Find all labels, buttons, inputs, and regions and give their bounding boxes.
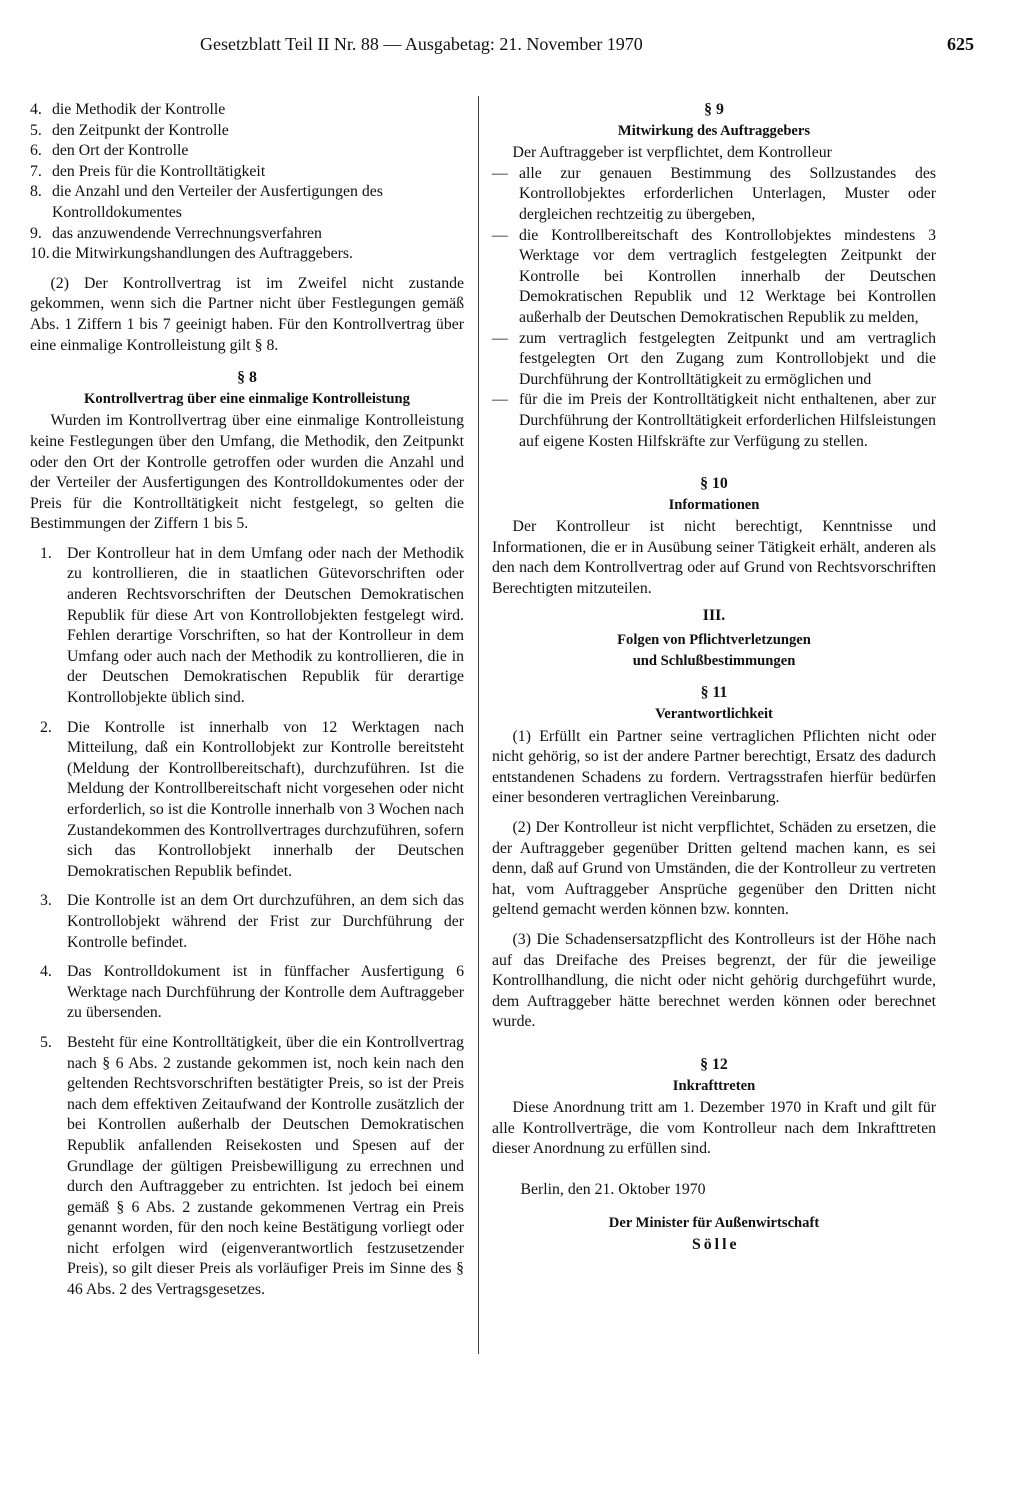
- section-11-number: § 11: [700, 684, 728, 702]
- section-9-title: Mitwirkung des Auftraggebers: [617, 122, 811, 139]
- list-item: [30, 544, 464, 709]
- page-number: 625: [947, 34, 974, 54]
- header-title: Gesetzblatt Teil II Nr. 88 — Ausgabetag: 21. November 1970: [200, 34, 643, 54]
- item-text: Besteht für eine Kontrolltätigkeit, über die ein Kontrollvertrag nach § 6 Abs. 2 zustande gekommen ist, noch kein nach den geltenden Rechtsvorschriften bestätigter Preis, so ist der Preis nach dem effektiven Zeitaufwand der Kontrolle zusätzlich der bei Kontrollen außerhalb der Deutschen Demokratischen Republik anfallenden Reisekosten und Spesen auf der Grundlage der gültigen Preisbewilligung zu errechnen und durch den Auftraggeber zu entrichten. Ist jedoch bei einem gemäß § 6 Abs. 2 zustande gekommenen Vertrag ein Preis genannt worden, für den noch keine Bestätigung vorliegt oder nicht erfolgen wird (eigenverantwortlich festzusetzender Preis), so gilt dieser Preis als vorläufiger Preis im Sinne des § 46 Abs. 2 des Vertragsgesetzes.: [67, 1033, 464, 1299]
- dash-marker: —: [492, 226, 508, 244]
- section-10-title: Informationen: [668, 496, 760, 513]
- item-number: 5.: [40, 1033, 52, 1051]
- list-item: [30, 718, 464, 883]
- chapter-title-line-1: Folgen von Pflichtverletzungen: [617, 632, 811, 649]
- section-8-title: Kontrollvertrag über eine einmalige Kontrolleistung: [84, 390, 410, 407]
- item-text: die Kontrollbereitschaft des Kontrollobjektes mindestens 3 Werktage vor dem vertraglich festgelegten Zeitpunkt der Kontrolle bei Kontrollen innerhalb der Deutschen Demokratischen Republik und 12 Werktage bei Kontrollen außerhalb der Deutschen Demokratischen Republik zu melden,: [519, 226, 936, 326]
- item-number: 10.: [30, 245, 50, 263]
- list-item: [30, 141, 464, 162]
- place-and-date: Berlin, den 21. Oktober 1970: [520, 1180, 706, 1198]
- item-text: alle zur genauen Bestimmung des Sollzustandes des Kontrollobjektes erforderlichen Unterlagen, Muster oder dergleichen rechtzeitig zu übergeben,: [519, 164, 936, 223]
- section-11-paragraph-3: (3) Die Schadensersatzpflicht des Kontrolleurs ist der Höhe nach auf das Dreifache des Preises begrenzt, der für die jeweilige Kontrollhandlung, die nicht oder nicht gehörig durchgeführt wurde, dem Auftraggeber hätte berechnet werden können oder berechnet wurde.: [492, 930, 936, 1031]
- continuation-list: [30, 100, 464, 265]
- dash-marker: —: [492, 391, 508, 409]
- item-number: 5.: [30, 121, 42, 139]
- list-item: [30, 244, 464, 265]
- item-text: Das Kontrolldokument ist in fünffacher Ausfertigung 6 Werktage nach Durchführung der Kontrolle dem Auftraggeber zu übersenden.: [67, 963, 464, 1022]
- item-number: 6.: [30, 142, 42, 160]
- item-text: Die Kontrolle ist innerhalb von 12 Werktagen nach Mitteilung, daß ein Kontrollobjekt zur Kontrolle bereitsteht (Meldung der Kontrollbereitschaft), durchzuführen. Ist die Meldung der Kontrollbereitschaft nicht vorgesehen oder nicht erforderlich, so ist die Kontrolle innerhalb von 3 Wochen nach Zustandekommen des Kontrollvertrages durchzuführen, sofern sich das Kontrollobjekt innerhalb der Deutschen Demokratischen Republik befindet.: [67, 718, 464, 880]
- paragraph-2: (2) Der Kontrollvertrag ist im Zweifel nicht zustande gekommen, wenn sich die Partner nicht über Festlegungen gemäß Abs. 1 Ziffern 1 bis 7 geeinigt haben. Für den Kontrollvertrag über eine einmalige Kontrolleistung gilt § 8.: [30, 274, 464, 354]
- section-12-title: Inkrafttreten: [672, 1077, 756, 1094]
- item-text: den Preis für die Kontrolltätigkeit: [52, 162, 266, 180]
- list-item: [30, 1033, 464, 1301]
- item-text: zum vertraglich festgelegten Zeitpunkt und am vertraglich festgelegten Ort den Zugang zum Kontrollobjekt und die Durchführung der Kontrolltätigkeit zu ermöglichen und: [519, 329, 936, 388]
- dash-marker: —: [492, 329, 508, 347]
- section-12-number: § 12: [700, 1055, 728, 1073]
- section-10-text: Der Kontrolleur ist nicht berechtigt, Kenntnisse und Informationen, die er in Ausübung seiner Tätigkeit erhält, anderen als den nach dem Kontrollvertrag oder auf Grund von Rechtsvorschriften Berechtigten mitzuteilen.: [492, 518, 936, 598]
- signer-title: Der Minister für Außenwirtschaft: [608, 1214, 820, 1231]
- item-number: 3.: [40, 892, 52, 910]
- item-number: 8.: [30, 183, 42, 201]
- section-11-title: Verantwortlichkeit: [655, 706, 773, 723]
- section-9-list: [492, 164, 936, 452]
- item-number: 4.: [30, 101, 42, 118]
- list-item: [30, 182, 464, 223]
- signer-name: Sölle: [692, 1236, 740, 1254]
- left-column: [30, 100, 464, 1301]
- section-8-number: § 8: [237, 369, 257, 387]
- list-item: [492, 390, 936, 452]
- section-8-list: [30, 544, 464, 1301]
- column-divider: [478, 96, 479, 1354]
- item-number: 2.: [40, 718, 52, 736]
- item-text: Der Kontrolleur hat in dem Umfang oder nach der Methodik zu kontrollieren, die in staatlichen Gütevorschriften oder anderen Rechtsvorschriften der Deutschen Demokratischen Republik für diese Art von Kontrollobjekten festgelegt wird. Fehlen derartige Vorschriften, so hat der Kontrolleur in dem Umfang oder auch nach der Methodik zu kontrollieren, die in der Deutschen Demokratischen Republik für derartige Kontrollobjekte üblich sind.: [67, 544, 464, 707]
- list-item: [30, 100, 464, 121]
- dash-marker: —: [492, 164, 508, 182]
- page-header: [30, 34, 974, 60]
- item-text: die Anzahl und den Verteiler der Ausfertigungen des Kontrolldokumentes: [52, 183, 383, 221]
- chapter-title-line-2: und Schlußbestimmungen: [632, 652, 796, 669]
- list-item: [30, 121, 464, 142]
- list-item: [30, 162, 464, 183]
- section-9-intro: Der Auftraggeber ist verpflichtet, dem Kontrolleur: [512, 144, 832, 162]
- section-9-number: § 9: [704, 101, 724, 118]
- list-item: [30, 891, 464, 953]
- item-text: den Zeitpunkt der Kontrolle: [52, 121, 229, 139]
- list-item: [30, 962, 464, 1024]
- item-number: 1.: [40, 544, 52, 562]
- item-text: die Methodik der Kontrolle: [52, 101, 226, 118]
- chapter-number: III.: [702, 606, 726, 624]
- list-item: [492, 164, 936, 226]
- section-11-paragraph-1: (1) Erfüllt ein Partner seine vertraglichen Pflichten nicht oder nicht gehörig, so ist der andere Partner berechtigt, Ersatz des dadurch entstandenen Schadens zu fordern. Vertragsstrafen hierfür bedürfen einer besonderen vertraglichen Vereinbarung.: [492, 727, 936, 807]
- list-item: [492, 226, 936, 329]
- item-text: die Mitwirkungshandlungen des Auftraggebers.: [52, 245, 353, 263]
- list-item: [30, 224, 464, 245]
- section-10-number: § 10: [700, 475, 728, 493]
- section-12-text: Diese Anordnung tritt am 1. Dezember 1970 in Kraft und gilt für alle Kontrollverträge, die vom Kontrolleur nach dem Inkrafttreten dieser Anordnung zu erfüllen sind.: [492, 1099, 936, 1158]
- list-item: [492, 329, 936, 391]
- right-column: [492, 100, 936, 1256]
- item-text: Die Kontrolle ist an dem Ort durchzuführen, an dem sich das Kontrollobjekt während der Frist zur Durchführung der Kontrolle befindet.: [67, 892, 464, 951]
- section-11-paragraph-2: (2) Der Kontrolleur ist nicht verpflichtet, Schäden zu ersetzen, die der Auftraggeber gegenüber Dritten geltend machen kann, es sei denn, daß auf Grund von Umständen, die der Kontrolleur zu vertreten hat, vom Auftraggeber Ansprüche gegenüber den Dritten nicht geltend gemacht werden können bzw. konnten.: [492, 819, 936, 919]
- item-number: 4.: [40, 963, 52, 981]
- item-text: für die im Preis der Kontrolltätigkeit nicht enthaltenen, aber zur Durchführung der Kontrolltätigkeit erforderlichen Hilfsleistungen auf eigene Kosten Hilfskräfte zur Verfügung zu stellen.: [519, 391, 936, 450]
- item-text: das anzuwendende Verrechnungsverfahren: [52, 224, 322, 242]
- section-8-intro: Wurden im Kontrollvertrag über eine einmalige Kontrolleistung keine Festlegungen über den Umfang, die Methodik, den Zeitpunkt oder den Ort der Kontrolle getroffen oder wurden die Anzahl und der Verteiler der Ausfertigungen des Kontrolldokumentes oder der Preis für die Kontrolltätigkeit nicht festgelegt, so gelten die Bestimmungen der Ziffern 1 bis 5.: [30, 412, 464, 533]
- item-text: den Ort der Kontrolle: [52, 142, 189, 160]
- item-number: 7.: [30, 162, 42, 180]
- item-number: 9.: [30, 224, 42, 242]
